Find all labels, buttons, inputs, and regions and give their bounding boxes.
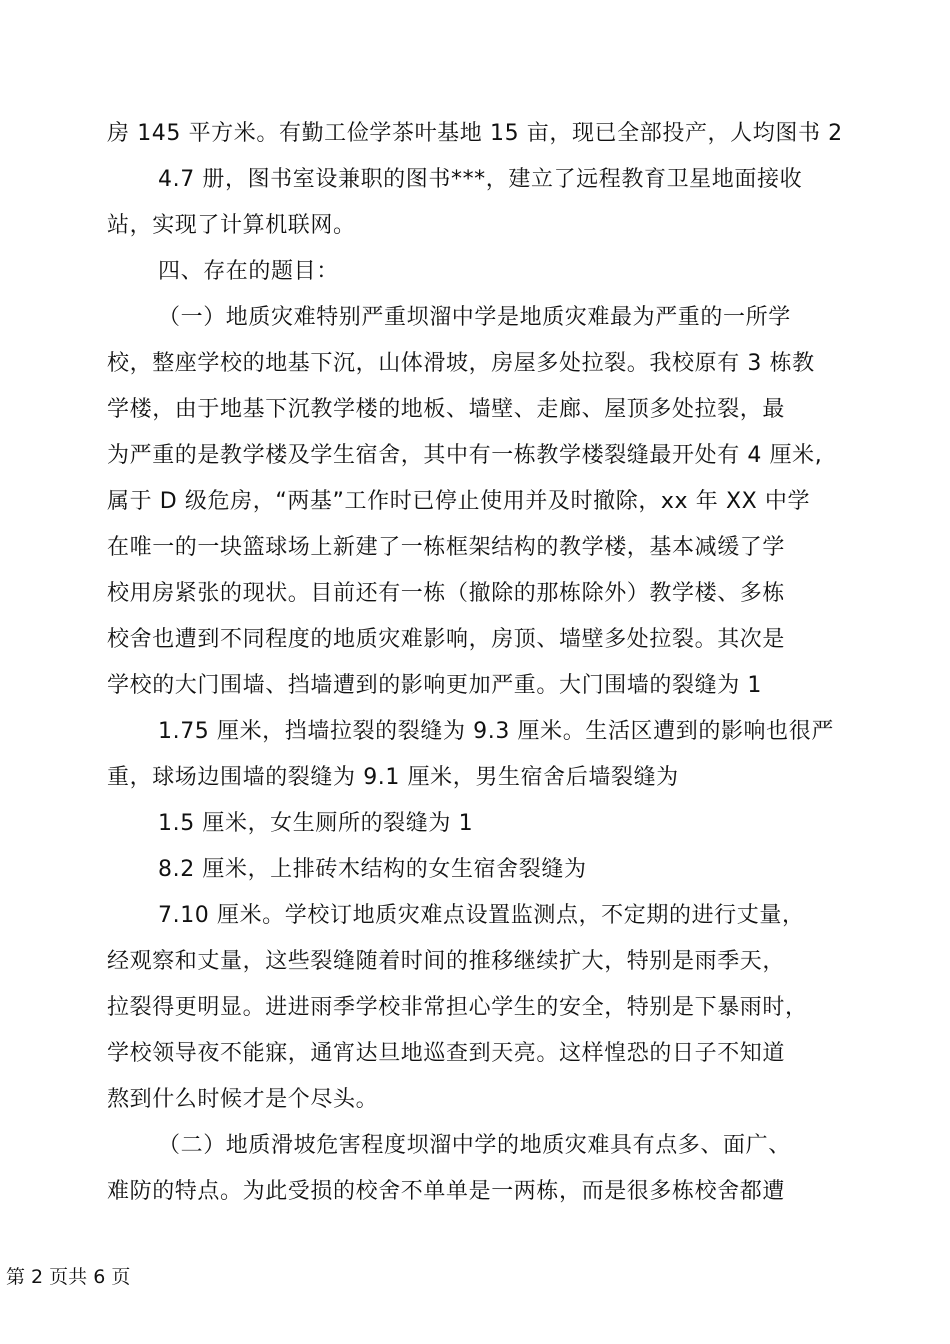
text-line: 在唯一的一块篮球场上新建了一栋框架结构的教学楼，基本减缓了学 xyxy=(107,535,786,560)
section-heading: 四、存在的题目： xyxy=(158,259,339,284)
text-line: 为严重的是教学楼及学生宿舍，其中有一栋教学楼裂缝最开处有 4 厘米, xyxy=(107,443,823,468)
text-line: 学楼，由于地基下沉教学楼的地板、墙壁、走廊、屋顶多处拉裂，最 xyxy=(107,397,786,422)
text-line: 属于 D 级危房，“两基”工作时已停止使用并及时撤除，xx 年 XX 中学 xyxy=(107,489,811,514)
text-line: 8.2 厘米，上排砖木结构的女生宿舍裂缝为 xyxy=(158,857,587,882)
text-line: 1.75 厘米，挡墙拉裂的裂缝为 9.3 厘米。生活区遭到的影响也很严 xyxy=(158,719,834,744)
text-line: 拉裂得更明显。进进雨季学校非常担心学生的安全，特别是下暴雨时， xyxy=(107,995,808,1020)
text-line: 熬到什么时候才是个尽头。 xyxy=(107,1087,379,1112)
page-number-footer: 第 2 页共 6 页 xyxy=(6,1266,131,1288)
text-line: （二）地质滑坡危害程度坝溜中学的地质灾难具有点多、面广、 xyxy=(158,1133,791,1158)
text-line: 房 145 平方米。有勤工俭学茶叶基地 15 亩，现已全部投产，人均图书 2 xyxy=(107,121,843,146)
text-line: 学校的大门围墙、挡墙遭到的影响更加严重。大门围墙的裂缝为 1 xyxy=(107,673,762,698)
text-line: 站，实现了计算机联网。 xyxy=(107,213,356,238)
text-line: 7.10 厘米。学校订地质灾难点设置监测点，不定期的进行丈量， xyxy=(158,903,805,928)
text-line: 经观察和丈量，这些裂缝随着时间的推移继续扩大，特别是雨季天， xyxy=(107,949,786,974)
text-line: 校用房紧张的现状。目前还有一栋（撤除的那栋除外）教学楼、多栋 xyxy=(107,581,786,606)
text-line: 难防的特点。为此受损的校舍不单单是一两栋，而是很多栋校舍都遭 xyxy=(107,1179,786,1204)
text-line: 4.7 册，图书室设兼职的图书***，建立了远程教育卫星地面接收 xyxy=(158,167,803,192)
text-line: 1.5 厘米，女生厕所的裂缝为 1 xyxy=(158,811,474,836)
text-line: （一）地质灾难特别严重坝溜中学是地质灾难最为严重的一所学 xyxy=(158,305,791,330)
text-line: 学校领导夜不能寐，通宵达旦地巡查到天亮。这样惶恐的日子不知道 xyxy=(107,1041,786,1066)
text-line: 校，整座学校的地基下沉，山体滑坡，房屋多处拉裂。我校原有 3 栋教 xyxy=(107,351,815,376)
text-line: 校舍也遭到不同程度的地质灾难影响，房顶、墙壁多处拉裂。其次是 xyxy=(107,627,786,652)
text-line: 重，球场边围墙的裂缝为 9.1 厘米，男生宿舍后墙裂缝为 xyxy=(107,765,679,790)
